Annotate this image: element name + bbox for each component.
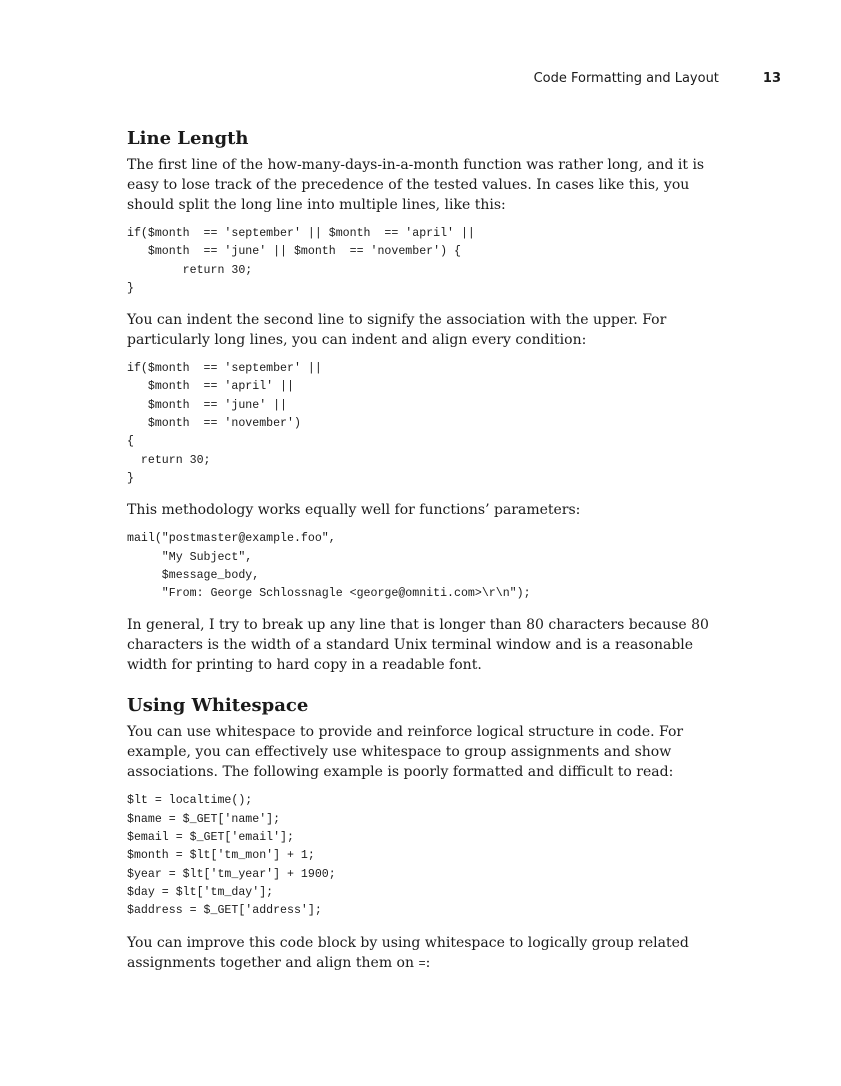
paragraph: This methodology works equally well for functions’ parameters:: [127, 502, 581, 519]
section-heading-line-length: Line Length: [127, 128, 249, 149]
paragraph: In general, I try to break up any line that is longer than 80 characters because 80 characters is the width of a standard Unix terminal window and is a reasonable width for printing to hard copy in a readable font.: [127, 617, 709, 674]
chapter-title: Code Formatting and Layout: [533, 71, 719, 86]
code-block: mail("postmaster@example.foo", "My Subject", $message_body, "From: George Schlossnagle <george@omniti.com>\r\n");: [127, 532, 531, 601]
paragraph: [127, 933, 722, 974]
page-number: 13: [762, 71, 781, 86]
paragraph-text-end: :: [425, 954, 431, 971]
paragraph-text: You can improve this code block by using whitespace to logically group related assignments together and align them on: [127, 934, 689, 971]
code-block: $lt = localtime(); $name = $_GET['name']; $email = $_GET['email']; $month = $lt['tm_mon'] + 1; $year = $lt['tm_year'] + 1900; $day = $lt['tm_day']; $address = $_GET['address'];: [127, 794, 336, 918]
paragraph: The first line of the how-many-days-in-a-month function was rather long, and it is easy to lose track of the precedence of the tested values. In cases like this, you should split the long line into multiple lines, like this:: [127, 157, 705, 213]
code-block: if($month == 'september' || $month == 'april' || $month == 'june' || $month == 'november') { return 30; }: [127, 227, 475, 295]
page-content: [127, 128, 722, 984]
inline-code: =: [418, 956, 426, 971]
paragraph: You can use whitespace to provide and reinforce logical structure in code. For example, you can effectively use whitespace to group assignments and show associations. The following example is poorly formatted and difficult to read:: [127, 724, 684, 781]
paragraph: You can indent the second line to signify the association with the upper. For particularly long lines, you can indent and align every condition:: [127, 312, 667, 349]
code-block: if($month == 'september' || $month == 'april' || $month == 'june' || $month == 'november') { return 30; }: [127, 362, 322, 485]
running-header: [0, 71, 781, 86]
section-heading-using-whitespace: Using Whitespace: [127, 695, 309, 717]
